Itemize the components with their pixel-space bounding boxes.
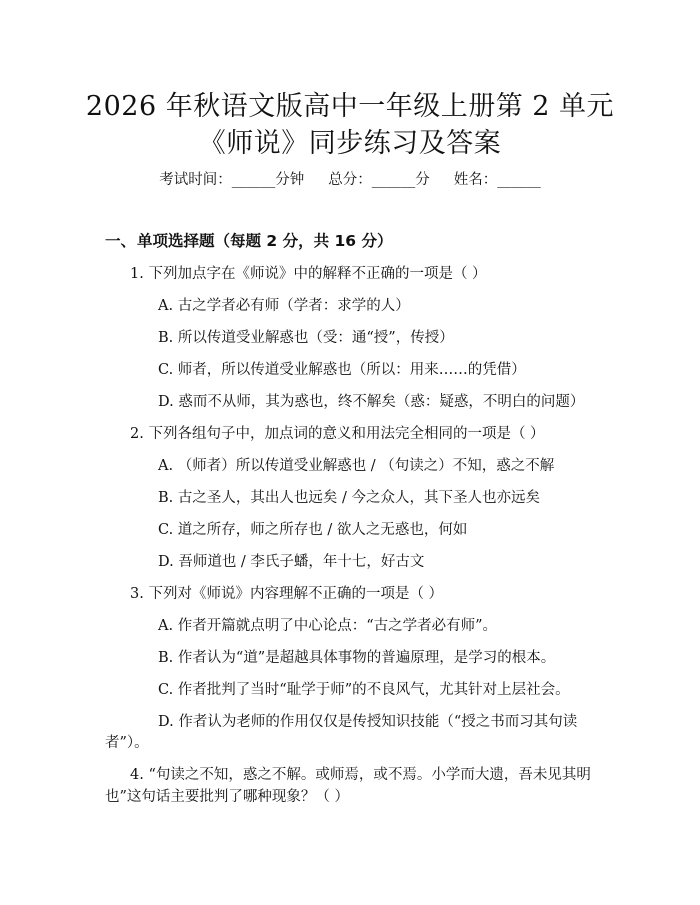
page-title-line1: 2026 年秋语文版高中一年级上册第 2 单元 <box>85 91 615 122</box>
question-1-stem: 1. 下列加点字在《师说》中的解释不正确的一项是（ ） <box>130 266 487 282</box>
question-4-stem-line2: 也”这句话主要批判了哪种现象？（ ） <box>105 789 350 805</box>
question-2-option-c: C. 道之所存，师之所存也 / 欲人之无惑也，何如 <box>158 522 468 538</box>
question-1-option-a: A. 古之学者必有师（学者：求学的人） <box>158 298 410 314</box>
question-2-option-b: B. 古之圣人，其出人也远矣 / 今之众人，其下圣人也亦远矣 <box>158 490 540 506</box>
time-unit: 分钟 <box>275 172 305 188</box>
page-title-line2: 《师说》同步练习及答案 <box>198 128 502 159</box>
time-label: 考试时间： <box>159 172 232 188</box>
question-1-option-b: B. 所以传道受业解惑也（受：通“授”，传授） <box>158 330 454 346</box>
question-3-option-a: A. 作者开篇就点明了中心论点：“古之学者必有师”。 <box>158 618 498 634</box>
time-blank[interactable]: ______ <box>231 172 276 188</box>
question-2-option-a: A. （师者）所以传道受业解惑也 / （句读之）不知，惑之不解 <box>158 458 555 474</box>
question-4-stem-line1: 4. “句读之不知，惑之不解。或师焉，或不焉。小学而大遗，吾未见其明 <box>130 767 591 783</box>
section-number: 一、 <box>105 232 137 250</box>
section-heading <box>105 229 392 251</box>
question-3-option-c: C. 作者批判了当时“耻学于师”的不良风气，尤其针对上层社会。 <box>158 682 570 698</box>
question-2-option-d: D. 吾师道也 / 李氏子蟠，年十七，好古文 <box>158 554 425 570</box>
question-3-option-d-line1: D. 作者认为老师的作用仅仅是传授知识技能（“授之书而习其句读 <box>158 714 578 730</box>
question-3-stem: 3. 下列对《师说》内容理解不正确的一项是（ ） <box>130 586 444 602</box>
question-1-option-d: D. 惑而不从师，其为惑也，终不解矣（惑：疑惑，不明白的问题） <box>158 394 585 410</box>
question-3-option-d-line2: 者”）。 <box>105 735 149 751</box>
name-label: 姓名： <box>453 172 498 188</box>
question-1-option-c: C. 师者，所以传道受业解惑也（所以：用来……的凭借） <box>158 362 526 378</box>
score-blank[interactable]: ______ <box>371 172 416 188</box>
name-blank[interactable]: ______ <box>497 172 541 188</box>
score-label: 总分： <box>328 172 372 188</box>
question-2-stem: 2. 下列各组句子中，加点词的意义和用法完全相同的一项是（ ） <box>130 426 545 442</box>
question-3-option-b: B. 作者认为“道”是超越具体事物的普遍原理，是学习的根本。 <box>158 650 556 666</box>
section-title: 单项选择题（每题 2 分，共 16 分） <box>137 232 393 250</box>
score-unit: 分 <box>415 172 430 188</box>
exam-info <box>0 168 700 189</box>
